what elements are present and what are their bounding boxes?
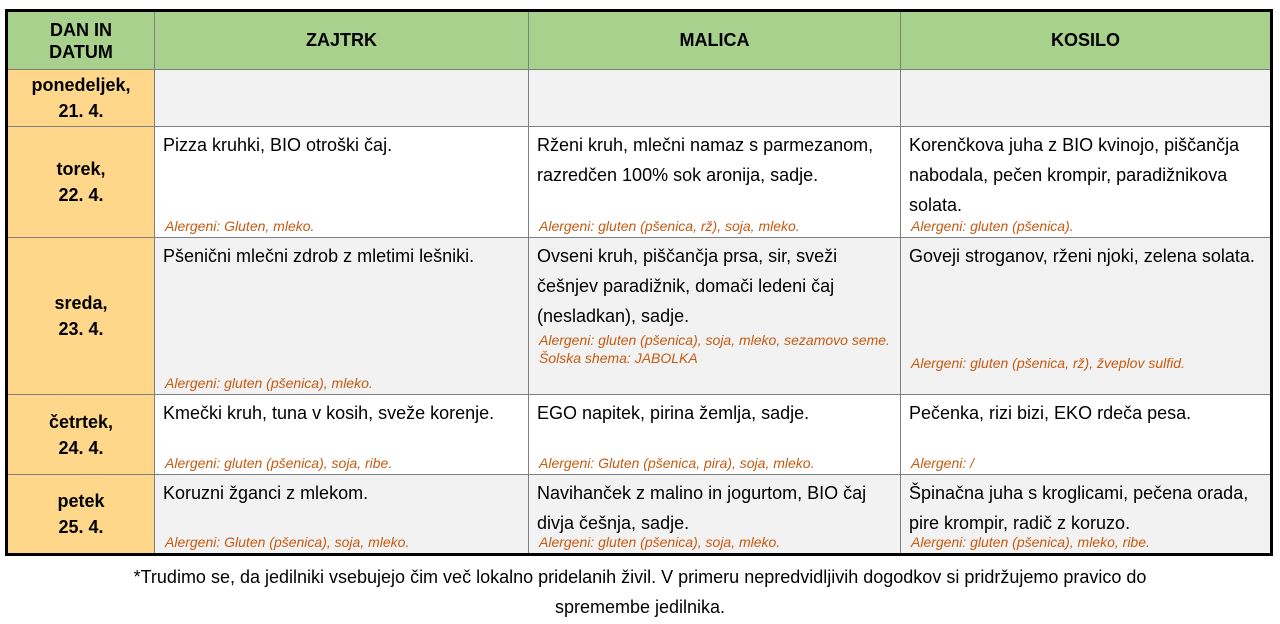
allergens-text: Alergeni: gluten (pšenica), soja, mleko. [539, 534, 781, 550]
meal-text: Korenčkova juha z BIO kvinojo, piščančja nabodala, pečen krompir, paradižnikova solata. [909, 135, 1240, 215]
allergens-text: Alergeni: gluten (pšenica), soja, mleko, sezamovo seme. [539, 332, 890, 348]
lunch-cell [901, 475, 1272, 555]
footnote-line2: spremembe jedilnika. [554, 597, 726, 617]
meal-text: Pšenični mlečni zdrob z mletimi lešniki. [163, 246, 475, 266]
meal-text: Goveji stroganov, rženi njoki, zelena solata. [909, 246, 1255, 266]
allergens-text: Alergeni: gluten (pšenica), mleko. [165, 375, 373, 391]
allergens-text: Alergeni: gluten (pšenica), mleko, ribe. [911, 534, 1150, 550]
breakfast-cell [155, 238, 529, 395]
allergens-text: Alergeni: gluten (pšenica, rž), soja, mleko. [539, 218, 800, 234]
day-cell [7, 395, 155, 475]
table-row-wednesday [7, 238, 1272, 395]
meal-text: EGO napitek, pirina žemlja, sadje. [537, 403, 810, 423]
snack-cell [529, 395, 901, 475]
day-cell [7, 127, 155, 238]
meal-text: Navihanček z malino in jogurtom, BIO čaj divja češnja, sadje. [537, 483, 867, 533]
table-row-thursday [7, 395, 1272, 475]
day-name: sreda, [54, 293, 108, 313]
snack-cell [529, 70, 901, 127]
snack-cell [529, 238, 901, 395]
breakfast-cell [155, 475, 529, 555]
allergens-text: Alergeni: gluten (pšenica). [911, 218, 1074, 234]
breakfast-cell [155, 127, 529, 238]
header-lunch: KOSILO [901, 11, 1272, 70]
meal-text: Ovseni kruh, piščančja prsa, sir, sveži češnjev paradižnik, domači ledeni čaj (nesladkan), sadje. [537, 246, 838, 326]
breakfast-cell [155, 70, 529, 127]
meal-text: Pečenka, rizi bizi, EKO rdeča pesa. [909, 403, 1192, 423]
school-scheme-text: Šolska shema: JABOLKA [539, 350, 698, 366]
lunch-cell [901, 127, 1272, 238]
header-day-line1: DAN IN [50, 19, 112, 40]
allergens-text: Alergeni: gluten (pšenica), soja, ribe. [165, 455, 393, 471]
meal-text: Koruzni žganci z mlekom. [163, 483, 369, 503]
table-row-friday [7, 475, 1272, 555]
day-date: 22. 4. [58, 185, 104, 205]
day-date: 24. 4. [58, 437, 104, 458]
meal-text: Kmečki kruh, tuna v kosih, sveže korenje. [163, 403, 495, 423]
table-row-tuesday [7, 127, 1272, 238]
footnote-line1: *Trudimo se, da jedilniki vsebujejo čim več lokalno pridelanih živil. V primeru nepredvidljivih dogodkov si pridržujemo pravico do [133, 567, 1147, 587]
lunch-cell [901, 70, 1272, 127]
day-date: 23. 4. [58, 319, 104, 339]
day-name: petek [57, 491, 105, 511]
allergens-text: Alergeni: Gluten, mleko. [165, 218, 315, 234]
header-snack: MALICA [529, 11, 901, 70]
day-cell [7, 475, 155, 555]
header-breakfast: ZAJTRK [155, 11, 529, 70]
snack-cell [529, 127, 901, 238]
lunch-cell [901, 395, 1272, 475]
meal-text: Špinačna juha s kroglicami, pečena orada, pire krompir, radič z koruzo. [909, 483, 1249, 533]
day-date: 21. 4. [58, 101, 104, 121]
meal-text: Pizza kruhki, BIO otroški čaj. [163, 135, 393, 155]
meal-text: Rženi kruh, mlečni namaz s parmezanom, razredčen 100% sok aronija, sadje. [537, 135, 874, 185]
allergens-text: Alergeni: Gluten (pšenica, pira), soja, mleko. [539, 455, 815, 471]
allergens-text: Alergeni: Gluten (pšenica), soja, mleko. [165, 534, 410, 550]
day-name: ponedeljek, [31, 75, 131, 95]
allergens-text: Alergeni: gluten (pšenica, rž), žveplov sulfid. [911, 355, 1185, 371]
table-row-monday [7, 70, 1272, 127]
header-day-line2: DATUM [49, 41, 113, 62]
allergens-text: Alergeni: / [911, 455, 975, 471]
footnote [0, 562, 1280, 622]
day-date: 25. 4. [58, 517, 104, 537]
weekly-menu-table [5, 9, 1273, 556]
day-cell [7, 238, 155, 395]
day-name: torek, [56, 159, 106, 179]
breakfast-cell [155, 395, 529, 475]
header-day-date [7, 11, 155, 70]
day-cell [7, 70, 155, 127]
day-name: četrtek, [48, 411, 114, 432]
header-row [7, 11, 1272, 70]
lunch-cell [901, 238, 1272, 395]
snack-cell [529, 475, 901, 555]
